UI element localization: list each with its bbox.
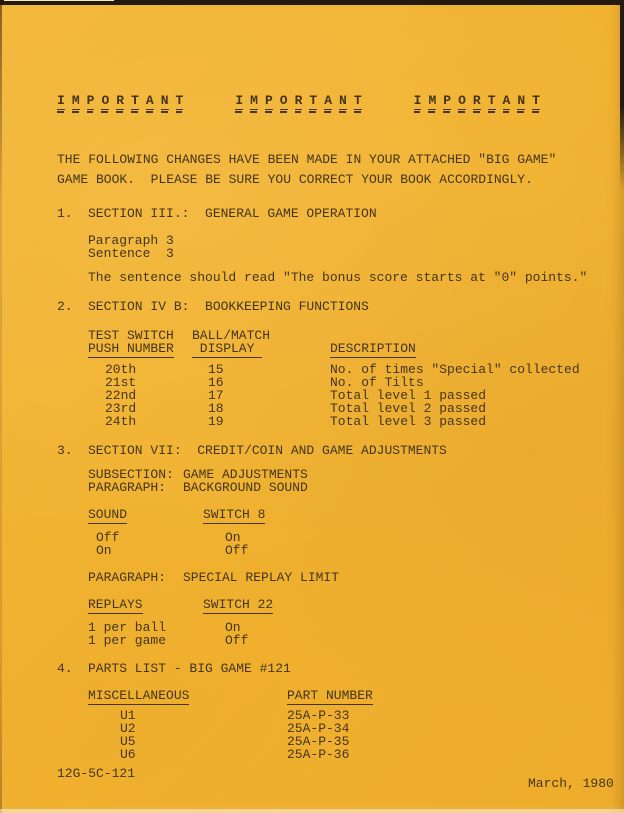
paragraph-value: BACKGROUND SOUND bbox=[183, 480, 308, 495]
subsection-block bbox=[88, 468, 594, 494]
table-row: 1 per game Off bbox=[88, 633, 249, 648]
bookkeeping-table bbox=[88, 363, 594, 428]
table-row: 23rd 18 Total level 2 passed bbox=[105, 401, 487, 416]
parts-table-header bbox=[88, 689, 594, 702]
table-row: 24th 19 Total level 3 passed bbox=[105, 414, 487, 429]
table-row: U5 25A-P-35 bbox=[120, 734, 350, 749]
bookkeeping-table-header bbox=[88, 329, 594, 355]
document-content bbox=[0, 93, 624, 761]
paragraph-ref-line: Paragraph 3 bbox=[88, 233, 174, 248]
paragraph-label: PARAGRAPH: bbox=[88, 480, 167, 495]
important-word-1: I M P O R T A N T bbox=[57, 93, 184, 108]
col-ball-match-header: BALL/MATCH DISPLAY bbox=[192, 328, 271, 356]
important-word-2: I M P O R T A N T bbox=[235, 93, 362, 108]
table-row: U1 25A-P-33 bbox=[120, 708, 350, 723]
replay-table bbox=[88, 621, 594, 647]
description-header: DESCRIPTION bbox=[330, 341, 416, 356]
section-4-number: 4. bbox=[57, 661, 73, 676]
sound-header: SOUND bbox=[88, 507, 128, 522]
scan-edge-left bbox=[0, 0, 2, 813]
col-description-header bbox=[330, 342, 594, 355]
table-row: 1 per ball On bbox=[88, 620, 241, 635]
section-1-paragraph-ref bbox=[88, 234, 594, 260]
paragraph-2-label: PARAGRAPH: bbox=[88, 570, 167, 585]
sound-table-header bbox=[88, 508, 594, 521]
section-2-heading: SECTION IV B: BOOKKEEPING FUNCTIONS bbox=[88, 299, 369, 314]
document-date: March, 1980 bbox=[528, 776, 614, 791]
sound-table bbox=[88, 531, 594, 557]
subsection-value: GAME ADJUSTMENTS bbox=[183, 467, 308, 482]
paragraph-2-row bbox=[88, 571, 594, 584]
intro-paragraph bbox=[57, 150, 594, 190]
paragraph-row bbox=[88, 481, 594, 494]
scan-edge-right bbox=[620, 0, 624, 190]
table-row: On Off bbox=[96, 543, 249, 558]
sentence-ref-line: Sentence 3 bbox=[88, 246, 174, 261]
push-number-header: PUSH NUMBER bbox=[88, 341, 174, 356]
parts-table bbox=[88, 709, 594, 761]
part-number-header: PART NUMBER bbox=[287, 688, 373, 703]
section-1-heading: SECTION III.: GENERAL GAME OPERATION bbox=[88, 206, 377, 221]
section-2-title bbox=[57, 300, 594, 313]
section-2-number: 2. bbox=[57, 299, 73, 314]
table-row: 21st 16 No. of Tilts bbox=[105, 375, 424, 390]
table-row: Off On bbox=[96, 530, 241, 545]
replay-table-header bbox=[88, 598, 594, 611]
section-1-title bbox=[57, 207, 594, 220]
intro-line-1: THE FOLLOWING CHANGES HAVE BEEN MADE IN YOUR ATTACHED "BIG GAME" bbox=[57, 152, 557, 167]
replays-header: REPLAYS bbox=[88, 597, 143, 612]
table-row: 22nd 17 Total level 1 passed bbox=[105, 388, 487, 403]
switch-8-header: SWITCH 8 bbox=[203, 507, 266, 522]
col-test-switch-header: TEST SWITCH PUSH NUMBER bbox=[88, 328, 174, 356]
intro-line-2: GAME BOOK. PLEASE BE SURE YOU CORRECT YOUR BOOK ACCORDINGLY. bbox=[57, 172, 533, 187]
miscellaneous-header: MISCELLANEOUS bbox=[88, 688, 190, 703]
paragraph-2-value: SPECIAL REPLAY LIMIT bbox=[183, 570, 340, 585]
table-row: 20th 15 No. of times "Special" collected bbox=[105, 362, 580, 377]
section-4-title bbox=[57, 662, 594, 675]
section-1-number: 1. bbox=[57, 206, 73, 221]
important-word-3: I M P O R T A N T bbox=[413, 93, 540, 108]
table-row: U2 25A-P-34 bbox=[120, 721, 350, 736]
important-header bbox=[57, 93, 594, 110]
section-3-heading: SECTION VII: CREDIT/COIN AND GAME ADJUSTMENTS bbox=[88, 443, 447, 458]
switch-22-header: SWITCH 22 bbox=[203, 597, 274, 612]
section-4-heading: PARTS LIST - BIG GAME #121 bbox=[88, 661, 291, 676]
scan-edge-top bbox=[0, 0, 624, 5]
document-number: 12G-5C-121 bbox=[57, 766, 136, 781]
section-3-number: 3. bbox=[57, 443, 73, 458]
correction-sentence: The sentence should read "The bonus score starts at "0" points." bbox=[88, 270, 588, 285]
display-header: DISPLAY bbox=[192, 341, 263, 356]
section-3-title bbox=[57, 444, 594, 457]
subsection-label: SUBSECTION: bbox=[88, 467, 174, 482]
scan-edge-bottom bbox=[0, 809, 624, 813]
table-row: U6 25A-P-36 bbox=[120, 747, 350, 762]
section-1-correction bbox=[88, 271, 594, 284]
